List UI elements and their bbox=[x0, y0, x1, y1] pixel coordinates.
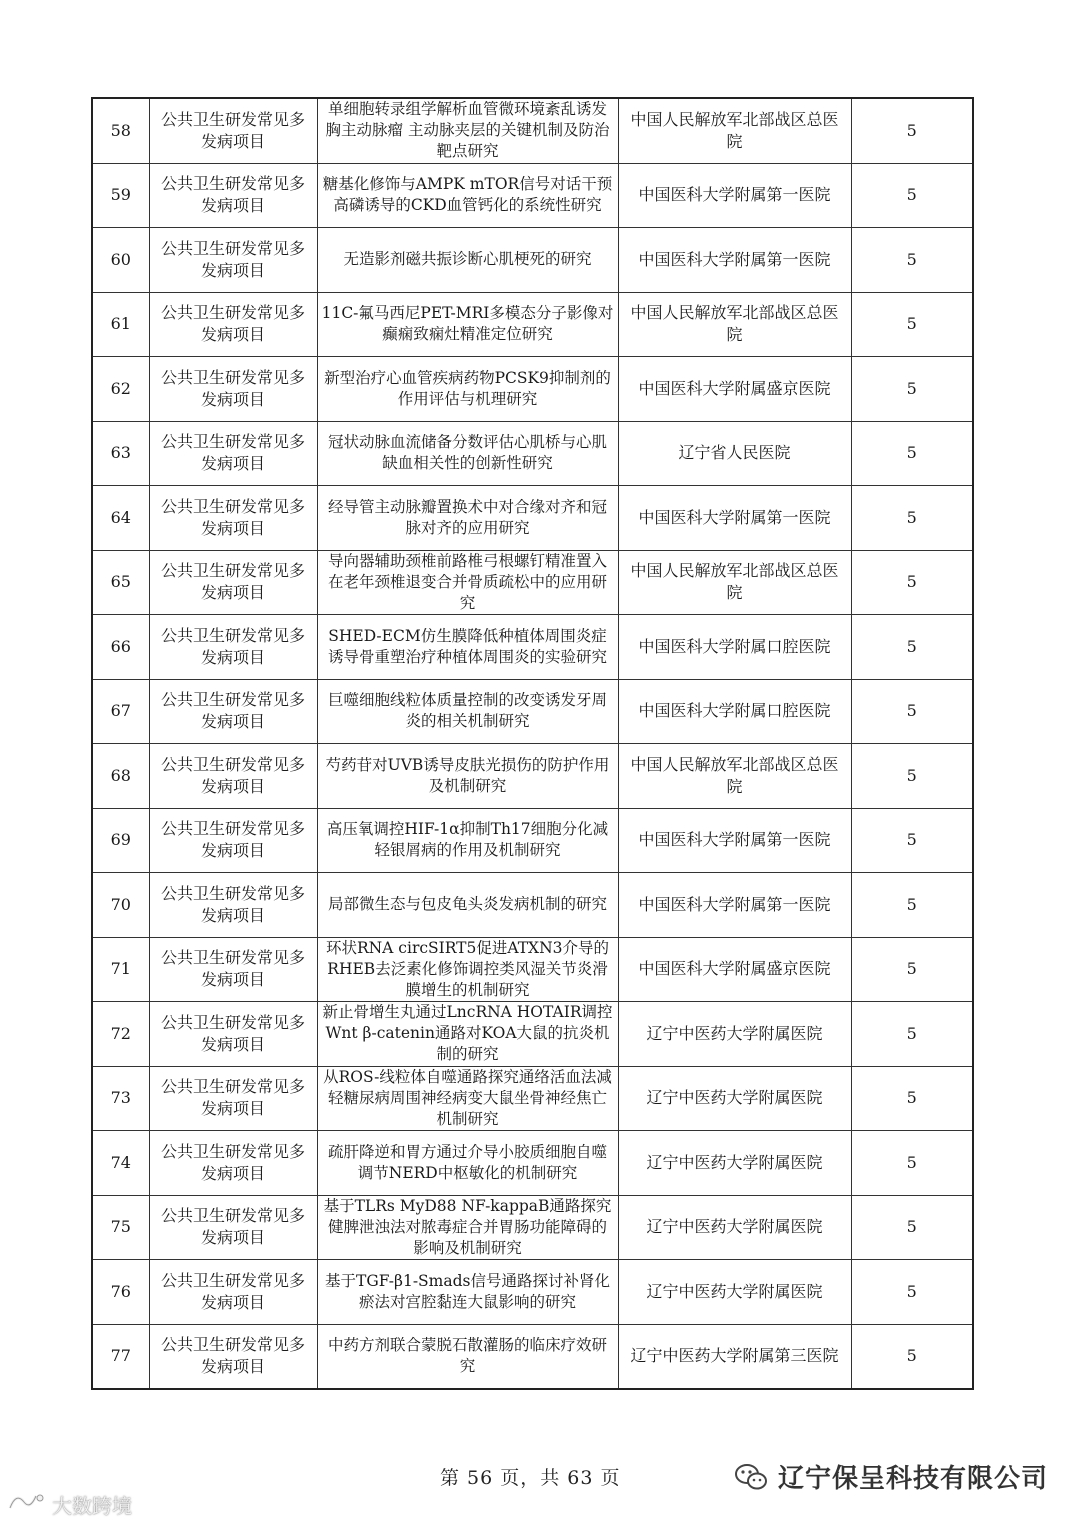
category-cell: 公共卫生研发常见多发病项目 bbox=[149, 98, 317, 163]
project-title-cell: 局部微生态与包皮龟头炎发病机制的研究 bbox=[317, 873, 618, 938]
table-row bbox=[92, 744, 973, 809]
project-title-cell: 经导管主动脉瓣置换术中对合缘对齐和冠脉对齐的应用研究 bbox=[317, 486, 618, 551]
project-title-cell: SHED-ECM仿生膜降低种植体周围炎症诱导骨重塑治疗种植体周围炎的实验研究 bbox=[317, 615, 618, 680]
table-row bbox=[92, 228, 973, 293]
row-number-cell: 69 bbox=[92, 808, 149, 873]
table-row bbox=[92, 486, 973, 551]
row-number-cell: 68 bbox=[92, 744, 149, 809]
row-number-cell: 63 bbox=[92, 421, 149, 486]
row-number-cell: 67 bbox=[92, 679, 149, 744]
score-cell: 5 bbox=[851, 873, 973, 938]
watermark-text: 大数跨境 bbox=[52, 1494, 132, 1518]
category-cell: 公共卫生研发常见多发病项目 bbox=[149, 1260, 317, 1325]
project-title-cell: 新止骨增生丸通过LncRNA HOTAIR调控Wnt β-catenin通路对KOA大鼠的抗炎机制的研究 bbox=[317, 1002, 618, 1067]
project-title-cell: 基于TGF-β1-Smads信号通路探讨补肾化瘀法对宫腔黏连大鼠影响的研究 bbox=[317, 1260, 618, 1325]
organization-cell: 中国人民解放军北部战区总医院 bbox=[618, 550, 851, 615]
project-title-cell: 11C-氟马西尼PET-MRI多模态分子影像对癫痫致痫灶精准定位研究 bbox=[317, 292, 618, 357]
project-title-cell: 巨噬细胞线粒体质量控制的改变诱发牙周炎的相关机制研究 bbox=[317, 679, 618, 744]
project-title-cell: 高压氧调控HIF-1α抑制Th17细胞分化减轻银屑病的作用及机制研究 bbox=[317, 808, 618, 873]
category-cell: 公共卫生研发常见多发病项目 bbox=[149, 163, 317, 228]
project-title-cell: 从ROS-线粒体自噬通路探究通络活血法减轻糖尿病周围神经病变大鼠坐骨神经焦亡机制研究 bbox=[317, 1066, 618, 1131]
organization-cell: 中国医科大学附属第一医院 bbox=[618, 228, 851, 293]
row-number-cell: 71 bbox=[92, 937, 149, 1002]
organization-cell: 中国医科大学附属第一医院 bbox=[618, 873, 851, 938]
score-cell: 5 bbox=[851, 679, 973, 744]
score-cell: 5 bbox=[851, 1131, 973, 1196]
category-cell: 公共卫生研发常见多发病项目 bbox=[149, 357, 317, 422]
row-number-cell: 75 bbox=[92, 1195, 149, 1260]
category-cell: 公共卫生研发常见多发病项目 bbox=[149, 228, 317, 293]
table-row bbox=[92, 679, 973, 744]
project-title-cell: 导向器辅助颈椎前路椎弓根螺钉精准置入在老年颈椎退变合并骨质疏松中的应用研究 bbox=[317, 550, 618, 615]
watermark bbox=[6, 1490, 132, 1519]
category-cell: 公共卫生研发常见多发病项目 bbox=[149, 937, 317, 1002]
row-number-cell: 70 bbox=[92, 873, 149, 938]
score-cell: 5 bbox=[851, 1260, 973, 1325]
row-number-cell: 64 bbox=[92, 486, 149, 551]
project-title-cell: 糖基化修饰与AMPK mTOR信号对话干预高磷诱导的CKD血管钙化的系统性研究 bbox=[317, 163, 618, 228]
table-row bbox=[92, 421, 973, 486]
category-cell: 公共卫生研发常见多发病项目 bbox=[149, 615, 317, 680]
project-table bbox=[91, 97, 974, 1390]
project-title-cell: 芍药苷对UVB诱导皮肤光损伤的防护作用及机制研究 bbox=[317, 744, 618, 809]
row-number-cell: 58 bbox=[92, 98, 149, 163]
page-number: 第 56 页，共 63 页 bbox=[440, 1467, 621, 1489]
category-cell: 公共卫生研发常见多发病项目 bbox=[149, 421, 317, 486]
table-row bbox=[92, 1324, 973, 1389]
score-cell: 5 bbox=[851, 1002, 973, 1067]
category-cell: 公共卫生研发常见多发病项目 bbox=[149, 1324, 317, 1389]
organization-cell: 辽宁中医药大学附属医院 bbox=[618, 1260, 851, 1325]
project-title-cell: 中药方剂联合蒙脱石散灌肠的临床疗效研究 bbox=[317, 1324, 618, 1389]
score-cell: 5 bbox=[851, 1066, 973, 1131]
category-cell: 公共卫生研发常见多发病项目 bbox=[149, 1002, 317, 1067]
score-cell: 5 bbox=[851, 1324, 973, 1389]
score-cell: 5 bbox=[851, 163, 973, 228]
row-number-cell: 73 bbox=[92, 1066, 149, 1131]
category-cell: 公共卫生研发常见多发病项目 bbox=[149, 292, 317, 357]
row-number-cell: 62 bbox=[92, 357, 149, 422]
organization-cell: 中国医科大学附属第一医院 bbox=[618, 486, 851, 551]
organization-cell: 中国医科大学附属口腔医院 bbox=[618, 615, 851, 680]
category-cell: 公共卫生研发常见多发病项目 bbox=[149, 873, 317, 938]
score-cell: 5 bbox=[851, 357, 973, 422]
organization-cell: 辽宁中医药大学附属医院 bbox=[618, 1195, 851, 1260]
row-number-cell: 76 bbox=[92, 1260, 149, 1325]
table-row bbox=[92, 163, 973, 228]
table-row bbox=[92, 1131, 973, 1196]
organization-cell: 辽宁中医药大学附属第三医院 bbox=[618, 1324, 851, 1389]
brand-signature bbox=[734, 1458, 1048, 1495]
table-row bbox=[92, 873, 973, 938]
organization-cell: 辽宁中医药大学附属医院 bbox=[618, 1002, 851, 1067]
organization-cell: 中国医科大学附属第一医院 bbox=[618, 808, 851, 873]
organization-cell: 辽宁中医药大学附属医院 bbox=[618, 1131, 851, 1196]
score-cell: 5 bbox=[851, 808, 973, 873]
project-title-cell: 无造影剂磁共振诊断心肌梗死的研究 bbox=[317, 228, 618, 293]
score-cell: 5 bbox=[851, 292, 973, 357]
row-number-cell: 72 bbox=[92, 1002, 149, 1067]
organization-cell: 中国人民解放军北部战区总医院 bbox=[618, 292, 851, 357]
row-number-cell: 66 bbox=[92, 615, 149, 680]
score-cell: 5 bbox=[851, 1195, 973, 1260]
brand-name: 辽宁保呈科技有限公司 bbox=[778, 1464, 1049, 1494]
organization-cell: 中国医科大学附属口腔医院 bbox=[618, 679, 851, 744]
score-cell: 5 bbox=[851, 228, 973, 293]
row-number-cell: 59 bbox=[92, 163, 149, 228]
organization-cell: 中国医科大学附属盛京医院 bbox=[618, 357, 851, 422]
table-row bbox=[92, 550, 973, 615]
organization-cell: 中国人民解放军北部战区总医院 bbox=[618, 744, 851, 809]
score-cell: 5 bbox=[851, 421, 973, 486]
table-row bbox=[92, 1066, 973, 1131]
organization-cell: 辽宁中医药大学附属医院 bbox=[618, 1066, 851, 1131]
table-row bbox=[92, 937, 973, 1002]
score-cell: 5 bbox=[851, 937, 973, 1002]
score-cell: 5 bbox=[851, 486, 973, 551]
score-cell: 5 bbox=[851, 615, 973, 680]
project-title-cell: 基于TLRs MyD88 NF-kappaB通路探究健脾泄浊法对脓毒症合并胃肠功能障碍的影响及机制研究 bbox=[317, 1195, 618, 1260]
row-number-cell: 74 bbox=[92, 1131, 149, 1196]
project-table-body bbox=[92, 98, 973, 1389]
project-title-cell: 疏肝降逆和胃方通过介导小胶质细胞自噬调节NERD中枢敏化的机制研究 bbox=[317, 1131, 618, 1196]
project-title-cell: 环状RNA circSIRT5促进ATXN3介导的RHEB去泛素化修饰调控类风湿关节炎滑膜增生的机制研究 bbox=[317, 937, 618, 1002]
category-cell: 公共卫生研发常见多发病项目 bbox=[149, 744, 317, 809]
project-title-cell: 冠状动脉血流储备分数评估心肌桥与心肌缺血相关性的创新性研究 bbox=[317, 421, 618, 486]
row-number-cell: 65 bbox=[92, 550, 149, 615]
table-row bbox=[92, 1195, 973, 1260]
score-cell: 5 bbox=[851, 550, 973, 615]
row-number-cell: 77 bbox=[92, 1324, 149, 1389]
table-row bbox=[92, 1260, 973, 1325]
row-number-cell: 61 bbox=[92, 292, 149, 357]
category-cell: 公共卫生研发常见多发病项目 bbox=[149, 1131, 317, 1196]
table-row bbox=[92, 615, 973, 680]
row-number-cell: 60 bbox=[92, 228, 149, 293]
category-cell: 公共卫生研发常见多发病项目 bbox=[149, 550, 317, 615]
score-cell: 5 bbox=[851, 98, 973, 163]
organization-cell: 中国医科大学附属第一医院 bbox=[618, 163, 851, 228]
score-cell: 5 bbox=[851, 744, 973, 809]
category-cell: 公共卫生研发常见多发病项目 bbox=[149, 1195, 317, 1260]
project-title-cell: 新型治疗心血管疾病药物PCSK9抑制剂的作用评估与机理研究 bbox=[317, 357, 618, 422]
organization-cell: 中国医科大学附属盛京医院 bbox=[618, 937, 851, 1002]
wechat-bubble-icon bbox=[734, 1462, 768, 1492]
table-row bbox=[92, 1002, 973, 1067]
category-cell: 公共卫生研发常见多发病项目 bbox=[149, 808, 317, 873]
category-cell: 公共卫生研发常见多发病项目 bbox=[149, 1066, 317, 1131]
category-cell: 公共卫生研发常见多发病项目 bbox=[149, 486, 317, 551]
dashuju-logo-icon bbox=[6, 1490, 46, 1519]
category-cell: 公共卫生研发常见多发病项目 bbox=[149, 679, 317, 744]
table-row bbox=[92, 357, 973, 422]
table-row bbox=[92, 808, 973, 873]
organization-cell: 中国人民解放军北部战区总医院 bbox=[618, 98, 851, 163]
table-row bbox=[92, 292, 973, 357]
project-title-cell: 单细胞转录组学解析血管微环境紊乱诱发胸主动脉瘤 主动脉夹层的关键机制及防治靶点研究 bbox=[317, 98, 618, 163]
organization-cell: 辽宁省人民医院 bbox=[618, 421, 851, 486]
table-row bbox=[92, 98, 973, 163]
